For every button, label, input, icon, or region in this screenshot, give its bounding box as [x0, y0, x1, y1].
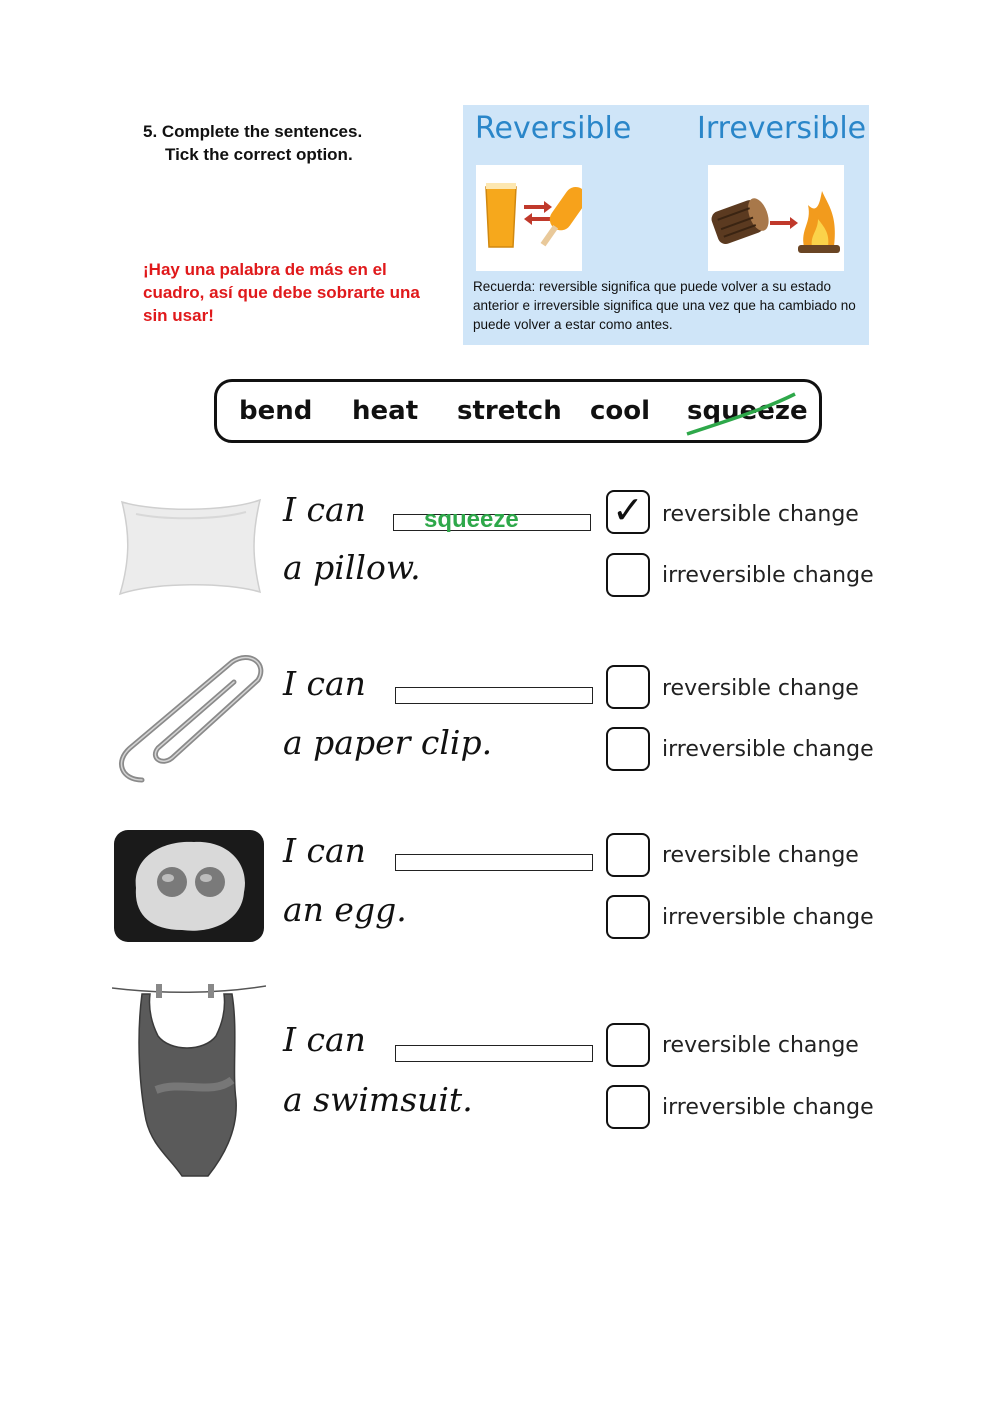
sentence-start: I can — [283, 831, 366, 870]
answer-blank[interactable] — [395, 1045, 593, 1062]
word-bank-item[interactable]: bend — [239, 396, 313, 426]
instruction-line-2: Tick the correct option. — [165, 145, 353, 164]
reversible-label: reversible change — [662, 502, 859, 527]
strike-through-mark — [683, 390, 799, 438]
juice-to-popsicle-image — [476, 165, 582, 271]
reversible-label: reversible change — [662, 676, 859, 701]
instructions — [143, 120, 362, 166]
sentence-start: I can — [283, 1020, 366, 1059]
irreversible-label: irreversible change — [662, 737, 874, 762]
answer-blank[interactable] — [395, 687, 593, 704]
sentence-end: a swimsuit. — [283, 1080, 473, 1119]
answer-blank[interactable] — [395, 854, 593, 871]
reversible-label: reversible change — [662, 843, 859, 868]
extra-word-note: ¡Hay una palabra de más en el cuadro, así que debe sobrarte una sin usar! — [143, 260, 420, 325]
irreversible-checkbox[interactable] — [606, 895, 650, 939]
log-to-fire-image — [708, 165, 844, 271]
paper-clip-image — [112, 650, 268, 788]
sentence-end: an egg. — [283, 890, 407, 929]
pillow-image — [116, 494, 266, 598]
reversible-label: reversible change — [662, 1033, 859, 1058]
reversible-checkbox[interactable] — [606, 833, 650, 877]
irreversible-label: irreversible change — [662, 563, 874, 588]
reversible-checkbox[interactable] — [606, 1023, 650, 1067]
reversible-checkbox[interactable] — [606, 490, 650, 534]
fried-egg-image — [114, 830, 264, 942]
swimsuit-image — [112, 980, 266, 1180]
word-bank-item-used[interactable]: squeeze — [687, 396, 808, 426]
word-bank-item[interactable]: cool — [590, 396, 651, 426]
recuerda-text: Recuerda: reversible significa que puede volver a su estado anterior e irreversible significa que una vez que ha cambiado no puede volver a estar como antes. — [473, 279, 856, 332]
check-mark-icon: ✓ — [612, 488, 644, 532]
word-bank — [214, 379, 822, 443]
irreversible-label: irreversible change — [662, 905, 874, 930]
irreversible-heading: Irreversible — [697, 111, 867, 146]
reversible-info-box — [463, 105, 869, 345]
reversible-checkbox[interactable] — [606, 665, 650, 709]
sentence-start: I can — [283, 664, 366, 703]
sentence-start: I can — [283, 490, 366, 529]
instruction-line-1: 5. Complete the sentences. — [143, 122, 363, 141]
sentence-end: a paper clip. — [283, 723, 493, 762]
irreversible-checkbox[interactable] — [606, 727, 650, 771]
irreversible-checkbox[interactable] — [606, 553, 650, 597]
word-bank-item[interactable]: heat — [352, 396, 419, 426]
reversible-heading: Reversible — [475, 111, 632, 146]
answer-text: squeeze — [424, 506, 519, 533]
irreversible-checkbox[interactable] — [606, 1085, 650, 1129]
irreversible-label: irreversible change — [662, 1095, 874, 1120]
word-bank-item[interactable]: stretch — [457, 396, 562, 426]
sentence-end: a pillow. — [283, 548, 421, 587]
